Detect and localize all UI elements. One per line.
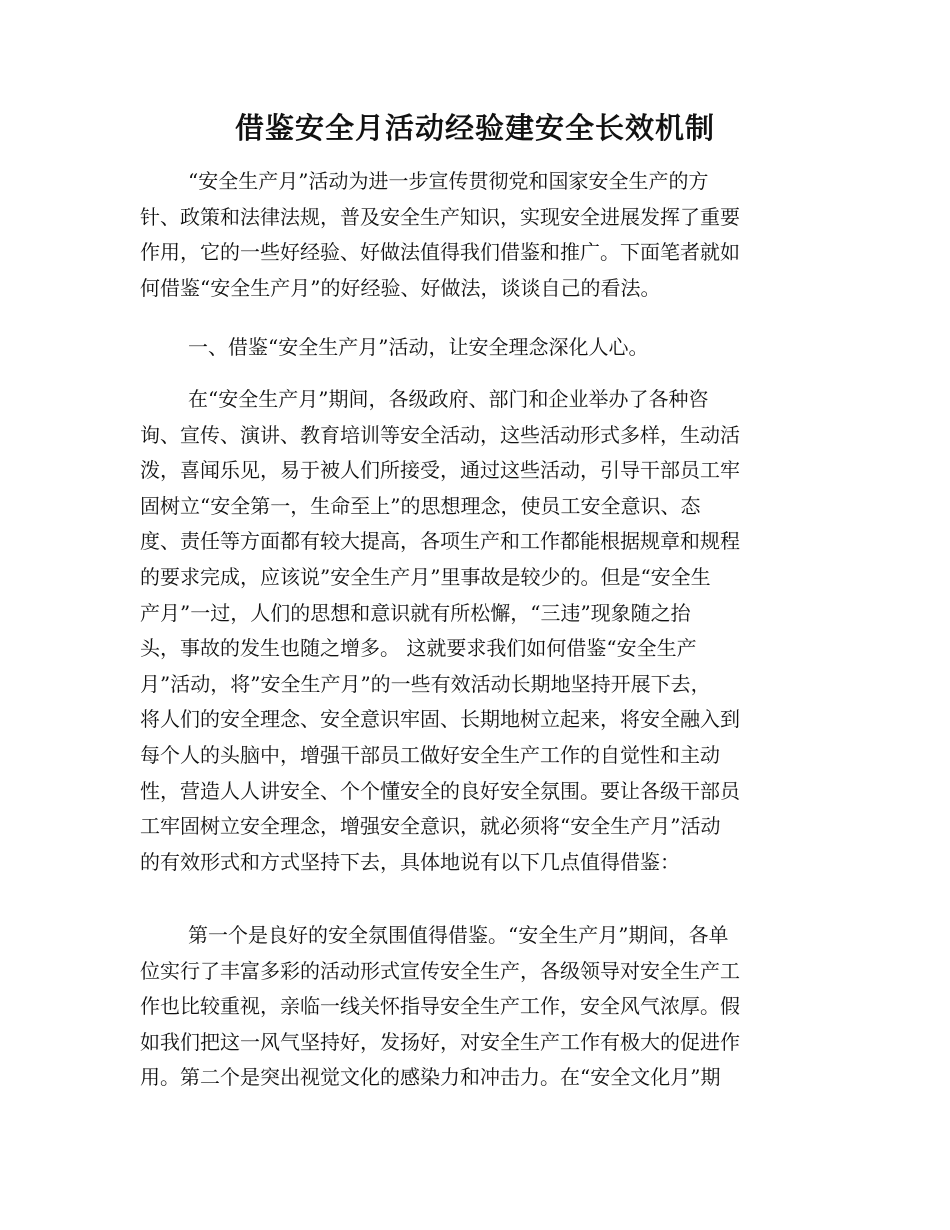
paragraph-line: 每个人的头脑中，增强干部员工做好安全生产工作的自觉性和主动: [140, 742, 720, 767]
intro-paragraph: [140, 164, 820, 306]
paragraph-line: 作用，它的一些好经验、好做法值得我们借鉴和推广。下面笔者就如: [140, 240, 740, 265]
paragraph-line: 的要求完成，应该说”安全生产月”里事故是较少的。但是“安全生: [140, 564, 711, 589]
paragraph-line: 在“安全生产月”期间，各级政府、部门和企业举办了各种咨: [188, 387, 709, 411]
paragraph-line: 用。第二个是突出视觉文化的感染力和冲击力。在“安全文化月”期: [140, 1065, 721, 1090]
paragraph-line: 头，事故的发生也随之增多。 这就要求我们如何借鉴“安全生产: [140, 636, 697, 661]
paragraph-line: 性，营造人人讲安全、个个懂安全的良好安全氛围。要让各级干部员: [140, 778, 740, 803]
body-paragraph: [140, 382, 820, 880]
paragraph-line: 的有效形式和方式坚持下去，具体地说有以下几点值得借鉴：: [140, 849, 680, 874]
paragraph-line: 询、宣传、演讲、教育培训等安全活动，这些活动形式多样，生动活: [140, 422, 740, 447]
paragraph-line: 产月”一过，人们的思想和意识就有所松懈，“三违”现象随之抬: [140, 600, 691, 625]
paragraph-line: 如我们把这一风气坚持好，发扬好，对安全生产工作有极大的促进作: [140, 1029, 740, 1054]
section-heading-text: 一、借鉴“安全生产月”活动，让安全理念深化人心。: [188, 335, 649, 359]
paragraph-line: 泼，喜闻乐见，易于被人们所接受，通过这些活动，引导干部员工牢: [140, 458, 740, 483]
paragraph-line: 将人们的安全理念、安全意识牢固、长期地树立起来，将安全融入到: [140, 707, 740, 732]
paragraph-line: 位实行了丰富多彩的活动形式宣传安全生产，各级领导对安全生产工: [140, 958, 740, 983]
paragraph-line: 何借鉴“安全生产月”的好经验、好做法，谈谈自己的看法。: [140, 275, 661, 300]
paragraph-line: 作也比较重视，亲临一线关怀指导安全生产工作，安全风气浓厚。假: [140, 994, 740, 1019]
paragraph-line: 固树立“安全第一，生命至上”的思想理念，使员工安全意识、态: [140, 493, 701, 518]
paragraph-line: 第一个是良好的安全氛围值得借鉴。“安全生产月”期间，各单: [188, 923, 729, 947]
body-paragraph: [140, 918, 820, 1096]
paragraph-line: 月”活动，将”安全生产月”的一些有效活动长期地坚持开展下去，: [140, 671, 711, 696]
paragraph-line: “安全生产月”活动为进一步宣传贯彻党和国家安全生产的方: [188, 169, 709, 193]
section-heading: [140, 330, 820, 366]
paragraph-line: 针、政策和法律法规，普及安全生产知识，实现安全进展发挥了重要: [140, 204, 740, 229]
paragraph-line: 度、责任等方面都有较大提高，各项生产和工作都能根据规章和规程: [140, 529, 740, 554]
paragraph-line: 工牢固树立安全理念，增强安全意识，就必须将“安全生产月”活动: [140, 814, 721, 839]
document-title: 借鉴安全月活动经验建安全长效机制: [234, 111, 715, 145]
